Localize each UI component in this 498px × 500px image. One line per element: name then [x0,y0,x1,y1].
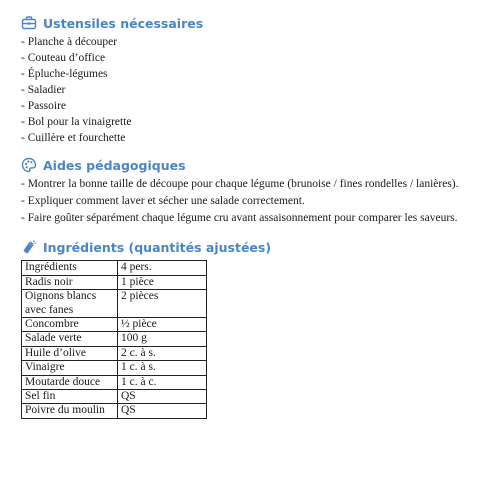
section-heading-aides [21,156,481,174]
table-row [22,346,207,360]
section-title: Ingrédients (quantités ajustées) [43,239,272,255]
paragraph: - Montrer la bonne taille de découpe pour chaque légume (brunoise / fines rondelles / lanières). [21,178,459,190]
list-item: - Épluche-légumes [21,68,108,80]
table-cell: 2 pièces [118,290,207,318]
list-item: - Couteau d’office [21,52,106,64]
table-cell: Vinaigre [22,361,118,375]
list-item: - Passoire [21,100,67,112]
list-item: - Bol pour la vinaigrette [21,116,132,128]
spice-shaker-icon [21,239,37,255]
table-cell: 1 pièce [118,275,207,289]
table-cell: Radis noir [22,275,118,289]
table-cell: 4 pers. [118,261,207,275]
table-cell: Huile d’olive [22,346,118,360]
table-cell: Oignons blancs avec fanes [22,290,118,318]
table-cell: ½ pièce [118,318,207,332]
table-row [22,318,207,332]
table-cell: Moutarde douce [22,375,118,389]
table-row [22,390,207,404]
list-item: - Cuillère et fourchette [21,132,126,144]
table-row [22,290,207,318]
ingredients-table [21,260,207,418]
table-row [22,261,207,275]
table-cell: 1 c. à c. [118,375,207,389]
section-heading-ustensiles [21,14,481,32]
aides-content [21,176,481,226]
list-item: - Planche à découper [21,36,118,48]
table-cell: Concombre [22,318,118,332]
table-row [22,404,207,418]
table-cell: Sel fin [22,390,118,404]
table-cell: 2 c. à s. [118,346,207,360]
palette-icon [21,157,37,173]
paragraph: - Expliquer comment laver et sécher une salade correctement. [21,194,305,207]
table-cell: Salade verte [22,332,118,346]
table-row [22,375,207,389]
table-row [22,275,207,289]
table-cell: Poivre du moulin [22,404,118,418]
table-cell: QS [118,390,207,404]
table-cell: QS [118,404,207,418]
paragraph: - Faire goûter séparément chaque légume cru avant assaisonnement pour comparer les saveurs. [21,211,458,224]
table-cell: Ingrédients [22,261,118,275]
section-title: Ustensiles nécessaires [43,15,204,31]
table-row [22,332,207,346]
table-cell: 1 c. à s. [118,361,207,375]
document [21,14,481,419]
section-heading-ingredients [21,238,481,256]
table-row [22,361,207,375]
toolbox-icon [21,15,37,31]
section-title: Aides pédagogiques [43,157,186,173]
ustensiles-list [21,34,481,146]
table-cell: 100 g [118,332,207,346]
list-item: - Saladier [21,84,66,96]
